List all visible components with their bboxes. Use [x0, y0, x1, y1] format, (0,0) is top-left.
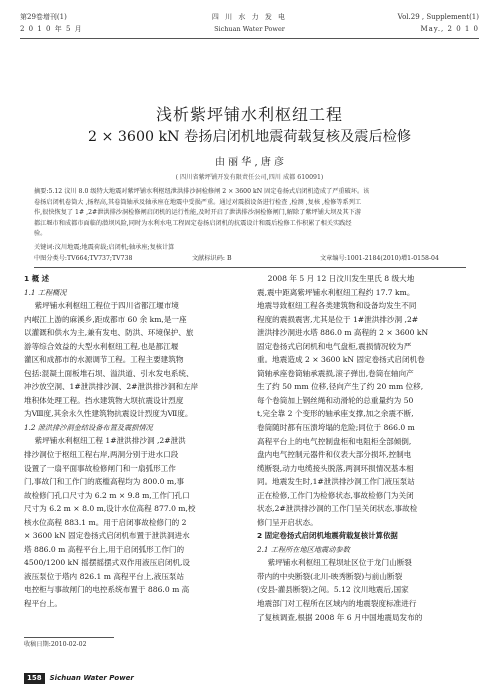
text-line: 2008 年 5 月 12 日汶川发生里氏 8 级大地 [267, 274, 415, 283]
text-line: 紫坪铺水利枢纽工程位于四川省都江堰市境 [34, 301, 179, 310]
text-line: 堆积体处理工程。挡水建筑物大坝抗震设计烈度 [24, 395, 184, 405]
text-line: 程度的震损震害,尤其是位于 1#泄洪排沙洞 ,2# [257, 314, 419, 324]
text-line: 了复核调查,根据 2008 年 6 月中国地震局发布的 [257, 612, 423, 622]
article-title-line1: 浅析紫坪铺水利枢纽工程 [155, 105, 343, 124]
text-line: 生了约 50 mm 位移,径向产生了约 20 mm 位移, [257, 382, 424, 392]
paragraph-seismic-parameters [257, 556, 477, 624]
text-line: 以灌溉和供水为主,兼有发电、防洪、环境保护、旅 [24, 328, 194, 338]
subsection-1-1-heading: 1.1 工程概况 [24, 287, 67, 297]
section-2-heading: 2 固定卷扬式启闭机地震荷载复核计算依据 [257, 531, 398, 541]
text-line: 紫坪铺水利枢纽工程 1#泄洪排沙洞 ,2#泄洪 [34, 436, 186, 446]
text-line: 状态,2#泄洪排沙洞的工作门呈关闭状态,事故检 [257, 504, 418, 514]
text-line: 筒轴承座卷筒轴承震损,滚子弹出,卷筒在轴向产 [257, 368, 414, 378]
header-journal-volume: 第29卷增刊(1) [20, 13, 67, 21]
text-line: 卷筒随时都有压溃垮塌的危险;同位于 866.0 m [257, 423, 415, 433]
text-line: 内岷江上游的麻溪乡,距成都市 60 余 km,是一座 [24, 314, 187, 324]
text-line: 冲沙放空洞、1#泄洪排沙洞、2#泄洪排沙洞和左岸 [24, 382, 199, 392]
text-line: 故检修门孔口尺寸为 6.2 m × 9.8 m,工作门孔口 [24, 490, 190, 500]
document-code: 文献标识码: B [192, 255, 232, 262]
text-line: 塔 886.0 m 高程平台上,用于启闭弧形工作门的 [24, 544, 185, 554]
header-date: 2 0 1 0 年 5 月 [20, 25, 83, 33]
text-line: 液压泵位于塔内 826.1 m 高程平台上,液压泵站 [24, 571, 185, 581]
text-line: (安县-灌县断裂)之间。5.12 汶川地震后,国家 [257, 585, 409, 595]
text-line: 门,事故门和工作门的底槛高程均为 800.0 m,事 [24, 477, 185, 487]
text-line: 带内的中央断裂(北川-映秀断裂)与前山断裂 [257, 571, 403, 581]
text-line: 灌区和成都市的水源调节工程。工程主要建筑物 [24, 355, 184, 365]
text-line: 固定卷扬式启闭机和电气盘柜,震损情况较为严 [257, 341, 412, 351]
text-line: 地震部门对工程所在区域内的地震裂度标准进行 [257, 599, 417, 609]
text-line: 震,震中距离紫坪铺水利枢纽工程约 17.7 km。 [257, 287, 415, 297]
subsection-2-1-heading: 2.1 工程所在地区地震动参数 [257, 544, 350, 554]
abstract [34, 187, 466, 240]
footer-journal-name: Sichuan Water Power [49, 674, 134, 682]
header-journal-name-cn: 四 川 水 力 发 电 [211, 13, 288, 21]
authors: 由 丽 华 , 唐 彦 [214, 157, 285, 168]
paragraph-equipment-layout [24, 434, 241, 610]
paragraph-earthquake-damage [257, 272, 477, 529]
text-line: × 3600 kN 固定卷扬式启闭机布置于泄洪洞进水 [24, 531, 190, 541]
text-line: 设置了一扇平面事故检修闸门和一扇弧形工作 [24, 463, 176, 473]
text-line: 泄洪排沙洞进水塔 886.0 m 高程的 2 × 3600 kN [257, 328, 429, 338]
text-line: 每个卷筒加上钢丝绳和动滑轮的总重量约为 50 [257, 395, 414, 405]
text-line: 电控柜与事故闸门的电控系统布置于 886.0 m 高 [24, 585, 190, 595]
subsection-1-2-heading: 1.2 泄洪排沙洞金结设备布置及震损情况 [24, 422, 153, 432]
text-line: 正在检修,工作门为检修状态,事故检修门为关闭 [257, 490, 414, 500]
text-line: 盘内电气控制元器件和仪表大部分损坏,控制电 [257, 450, 412, 460]
left-column [24, 272, 241, 611]
text-line: 地震导致枢纽工程各类建筑物和设备均发生不同 [257, 301, 417, 311]
article-title-line2: 2 × 3600 kN 卷扬启闭机地震荷载复核及震后检修 [87, 129, 412, 145]
text-line: 包括:混凝土面板堆石坝、溢洪道、引水发电系统、 [24, 368, 194, 378]
text-line: 紫坪铺水利枢纽工程坝址区位于龙门山断裂 [267, 558, 412, 568]
affiliation: ( 四川省紫坪铺开发有限责任公司,四川 成都 610091) [175, 174, 324, 181]
text-line: t,完全靠 2 个变形的轴承座支撑,加之余震不断, [257, 409, 414, 419]
text-line: 同。地震发生时,1#泄洪排沙洞工作门液压泵站 [257, 477, 415, 487]
abstract-line: 作,很快恢复了 1# ,2#泄洪排沙洞检修闸启闭机的运行性能,及时开启了泄洪排沙洞检修闸门,解除了紫坪铺大坝及其下游 [34, 209, 362, 216]
text-line: 核水位高程 883.1 m。用于启闭事故检修门的 2 [24, 517, 187, 527]
footer [24, 673, 134, 684]
footnote-rule [24, 637, 114, 638]
article-id: 文章编号:1001-2184(2010)增1-0158-04 [320, 255, 439, 262]
right-column [257, 272, 477, 624]
page-number: 158 [24, 673, 45, 684]
text-line: 排沙洞位于枢纽工程右岸,两洞分别于进水口段 [24, 449, 179, 459]
text-line: 游等综合效益的大型水利枢纽工程,也是都江堰 [24, 341, 179, 351]
abstract-line: 摘要:5.12 汶川 8.0 级特大地震对紫坪铺水利枢纽泄洪排沙洞检修闸 2 × 3600 kN 固定卷扬式启闭机造成了严重破坏。该 [34, 188, 370, 195]
classification-number: 中图分类号:TV664;TV737;TV738 [34, 255, 133, 262]
text-line: 4500/1200 kN 摇摆摇摆式双作用液压启闭机,设 [24, 558, 191, 568]
abstract-line: 验。 [34, 230, 47, 237]
abstract-rule [34, 267, 466, 268]
abstract-line: 卷扬启闭机卷筒大 ,扬程高,其卷筒轴承及轴承座在地震中受损严重。通过对震损设备进行检查 ,检测 ,复核 ,检修等系列工 [34, 198, 362, 206]
header-journal-name-en: Sichuan Water Power [214, 25, 285, 33]
keywords: 关键词:汶川地震;地震荷载;启闭机;轴承座;复核计算 [34, 244, 175, 251]
abstract-line: 都江堰市和成都市面临的潜坝风险,同时为水利水电工程固定卷扬启闭机的抗震设计和震后检修工作积累了相关实践经 [34, 219, 352, 227]
text-line: 重。地震造成 2 × 3600 kN 固定卷扬式启闭机卷 [257, 355, 425, 365]
text-line: 缆断裂,动力电缆接头脱落,两洞环损情况基本相 [257, 463, 414, 473]
paragraph-project-overview [24, 299, 241, 421]
text-line: 为Ⅷ度,其余永久性建筑物抗震设计烈度为Ⅶ度。 [24, 409, 193, 419]
text-line: 高程平台上的电气控制盘柜和电阻柜全部倾倒, [257, 436, 412, 446]
received-date: 收稿日期:2010-02-02 [24, 641, 87, 648]
text-line: 程平台上。 [24, 598, 62, 608]
header-volume-en: Vol.29 , Supplement(1) [397, 13, 479, 21]
text-line: 修门呈开启状态。 [257, 517, 318, 527]
text-line: 尺寸为 6.2 m × 8.0 m,设计水位高程 877.0 m,校 [24, 504, 196, 514]
header-rule [20, 38, 479, 39]
header-date-en: May., 2 0 1 0 [420, 25, 479, 33]
section-1-heading: 1 概 述 [24, 274, 50, 283]
